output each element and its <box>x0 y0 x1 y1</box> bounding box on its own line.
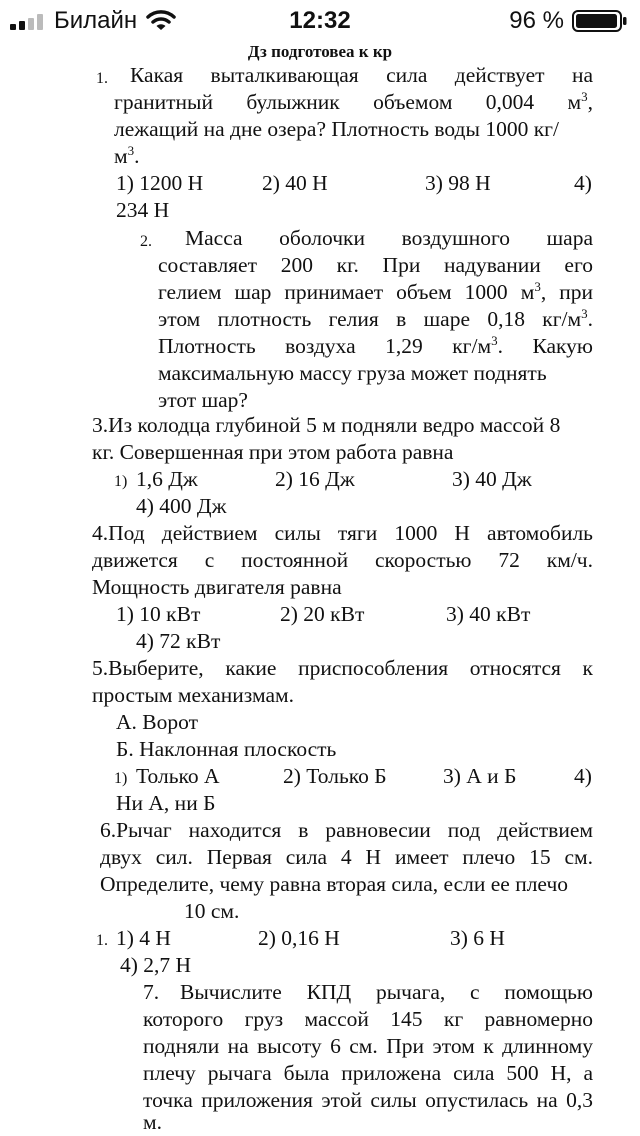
q3-option: 2) 16 Дж <box>275 467 355 491</box>
q1-line: лежащий на дне озера? Плотность воды 1000 кг/ <box>114 117 559 141</box>
q5-option: Только А <box>136 764 220 788</box>
q6-option-prefix: 1. <box>96 932 108 949</box>
q6-option: 3) 6 Н <box>450 926 505 950</box>
q7-line: которого груз массой 145 кг равномерно <box>143 1007 593 1031</box>
q3-option: 1,6 Дж <box>136 467 198 491</box>
q2-line: этот шар? <box>158 388 248 412</box>
q1-line: Какая выталкивающая сила действует на <box>130 63 593 87</box>
q3-line: 3.Из колодца глубиной 5 м подняли ведро массой 8 <box>92 413 561 437</box>
q1-line: $м^3$. <box>114 142 140 168</box>
document-title: Дз подготовеа к кр <box>247 42 393 61</box>
q1-line: гранитный булыжник объемом 0,004 $м^3$, <box>114 88 593 114</box>
q7-line: плечу рычага была приложена сила 500 Н, а <box>143 1061 593 1085</box>
q5-option: 2) Только Б <box>283 764 387 788</box>
q4-line: движется с постоянной скоростью 72 км/ч. <box>92 548 593 572</box>
q5-option: 4) <box>574 764 592 788</box>
q4-line: Мощность двигателя равна <box>92 575 342 599</box>
q3-option: 4) 400 Дж <box>136 494 227 518</box>
q6-option: 1) 4 Н <box>116 926 171 950</box>
q2-number: 2. <box>140 233 152 250</box>
q6-line: 10 см. <box>184 899 240 923</box>
q7-line: точка приложения этой силы опустилась на 0,3 <box>143 1088 593 1112</box>
q3-option: 1) <box>114 473 128 490</box>
q7-number: 7. <box>143 980 160 1004</box>
q3-line: кг. Совершенная при этом работа равна <box>92 440 454 464</box>
q5-item: Б. Наклонная плоскость <box>116 737 337 761</box>
q5-line: простым механизмам. <box>92 683 294 707</box>
q4-option: 4) 72 кВт <box>136 629 221 653</box>
q5-line: 5.Выберите, какие приспособления относятся к <box>92 656 593 680</box>
q1-option: 1) 1200 Н <box>116 171 204 195</box>
q5-option: 3) А и Б <box>443 764 517 788</box>
q1-number: 1. <box>96 70 108 87</box>
clock: 12:32 <box>289 7 351 34</box>
q2-line: гелием шар принимает объем 1000 $м^3$, при <box>158 278 594 304</box>
q6-line: Определите, чему равна вторая сила, если ее плечо <box>100 872 569 896</box>
q4-line: 4.Под действием силы тяги 1000 Н автомобиль <box>92 521 593 545</box>
q1-option: 2) 40 Н <box>262 171 328 195</box>
q4-option: 1) 10 кВт <box>116 602 201 626</box>
q6-option: 2) 0,16 Н <box>258 926 340 950</box>
q4-option: 3) 40 кВт <box>446 602 531 626</box>
q5-option: 1) <box>114 770 128 787</box>
q5-item: А. Ворот <box>116 710 198 734</box>
battery-percentage: 96 % <box>509 7 564 34</box>
q7-line: м. <box>143 1110 162 1134</box>
q7-line: подняли на высоту 6 см. При этом к длинному <box>143 1034 593 1058</box>
q4-option: 2) 20 кВт <box>280 602 365 626</box>
q5-option: Ни А, ни Б <box>116 791 216 815</box>
q6-line: двух сил. Первая сила 4 Н имеет плечо 15 см. <box>100 845 593 869</box>
carrier-name: Билайн <box>54 7 138 34</box>
q2-line: этом плотность гелия в шаре 0,18 $кг/м^3$. <box>158 305 593 331</box>
q2-line: составляет 200 кг. При надувании его <box>158 253 593 277</box>
q2-line: Плотность воздуха 1,29 $кг/м^3$. Какую <box>158 332 593 358</box>
q1-option: 4) <box>574 171 592 195</box>
q3-option: 3) 40 Дж <box>452 467 532 491</box>
q1-option: 234 Н <box>116 198 170 222</box>
q1-option: 3) 98 Н <box>425 171 491 195</box>
q2-line: Масса оболочки воздушного шара <box>185 226 593 250</box>
q2-line: максимальную массу груза может поднять <box>158 361 547 385</box>
q6-option: 4) 2,7 Н <box>120 953 192 977</box>
q6-line: 6.Рычаг находится в равновесии под действием <box>100 818 593 842</box>
q7-line: Вычислите КПД рычага, с помощью <box>180 980 593 1004</box>
